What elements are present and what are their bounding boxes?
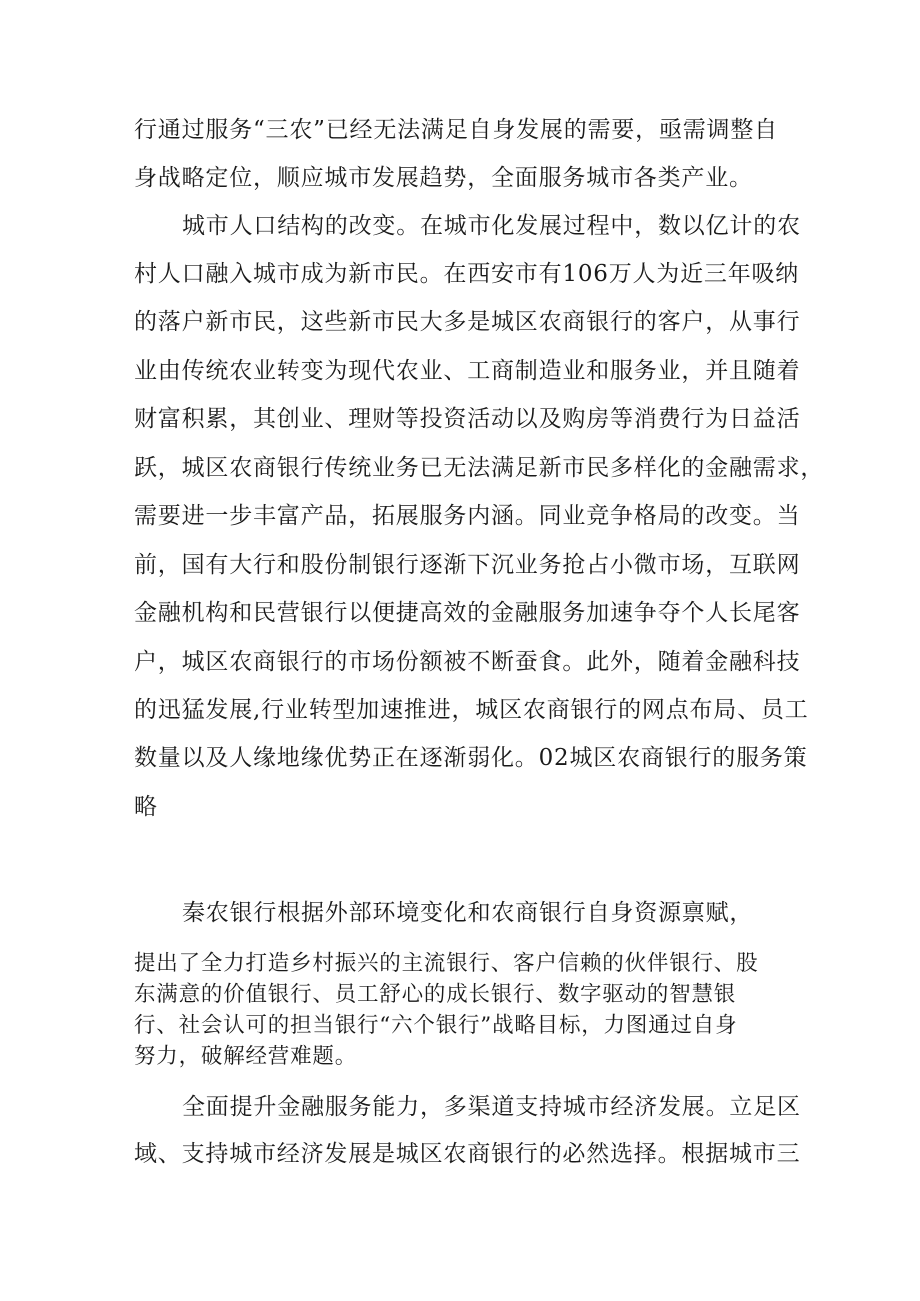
text-line: 的迅猛发展,行业转型加速推进，城区农商银行的网点布局、员工 (134, 697, 809, 723)
text-line: 需要进一步丰富产品，拓展服务内涵。同业竞争格局的改变。当 (134, 503, 801, 529)
text-line: 提出了全力打造乡村振兴的主流银行、客户信赖的伙伴银行、股 (134, 951, 759, 976)
text-line: 略 (134, 794, 158, 820)
text-line: 身战略定位，顺应城市发展趋势，全面服务城市各类产业。 (134, 165, 753, 191)
text-line: 行通过服务“三农”已经无法满足自身发展的需要，亟需调整自 (134, 117, 778, 143)
text-line: 城市人口结构的改变。在城市化发展过程中，数以亿计的农 (182, 213, 801, 239)
text-line: 业由传统农业转变为现代农业、工商制造业和服务业，并且随着 (134, 358, 801, 384)
text-line: 努力，破解经营难题。 (134, 1044, 358, 1069)
text-line: 全面提升金融服务能力，多渠道支持城市经济发展。立足区 (182, 1094, 801, 1120)
text-line: 域、支持城市经济发展是城区农商银行的必然选择。根据城市三 (134, 1141, 801, 1167)
text-line: 秦农银行根据外部环境变化和农商银行自身资源禀赋， (182, 900, 754, 926)
text-line: 跃，城区农商银行传统业务已无法满足新市民多样化的金融需求， (134, 455, 825, 481)
text-line: 前，国有大行和股份制银行逐渐下沉业务抢占小微市场，互联网 (134, 552, 801, 578)
text-line: 户，城区农商银行的市场份额被不断蚕食。此外，随着金融科技 (134, 649, 801, 675)
text-line: 的落户新市民，这些新市民大多是城区农商银行的客户，从事行 (134, 309, 801, 335)
text-line: 村人口融入城市成为新市民。在西安市有106万人为近三年吸纳 (134, 261, 800, 287)
text-line: 行、社会认可的担当银行“六个银行”战略目标，力图通过自身 (134, 1013, 738, 1038)
text-line: 东满意的价值银行、员工舒心的成长银行、数字驱动的智慧银 (134, 982, 737, 1007)
text-line: 金融机构和民营银行以便捷高效的金融服务加速争夺个人长尾客 (134, 600, 801, 626)
text-line: 数量以及人缘地缘优势正在逐渐弱化。02城区农商银行的服务策 (134, 745, 808, 771)
text-line: 财富积累，其创业、理财等投资活动以及购房等消费行为日益活 (134, 406, 801, 432)
